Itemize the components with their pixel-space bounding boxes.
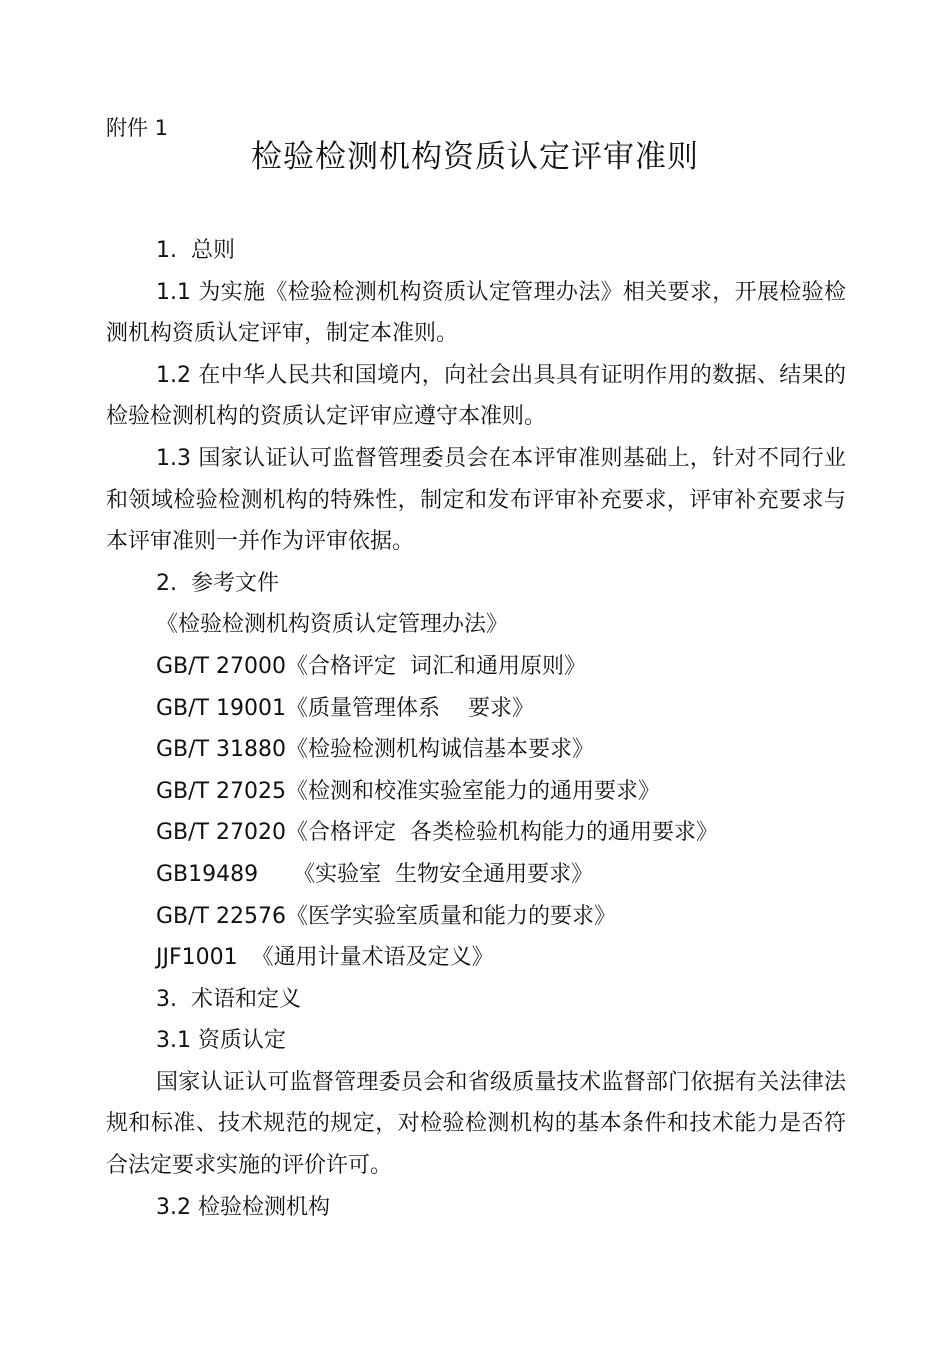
reference-item: 《检验检测机构资质认定管理办法》 bbox=[156, 612, 509, 638]
section-3-2-heading: 3.2 检验检测机构 bbox=[156, 1194, 330, 1220]
section-1-heading: 1. 总则 bbox=[156, 238, 235, 263]
document-body bbox=[106, 230, 846, 1228]
section-3-1-heading: 3.1 资质认定 bbox=[156, 1028, 286, 1054]
reference-item: JJF1001 《通用计量术语及定义》 bbox=[156, 945, 494, 971]
reference-item: GB/T 27000《合格评定 词汇和通用原则》 bbox=[156, 653, 586, 679]
attachment-label: 附件 1 bbox=[106, 116, 169, 140]
section-3-heading: 3. 术语和定义 bbox=[156, 986, 301, 1012]
paragraph-1-1: 1.1 为实施《检验检测机构资质认定管理办法》相关要求，开展检验检测机构资质认定评审，制定本准则。 bbox=[106, 279, 846, 347]
reference-item: GB/T 19001《质量管理体系 要求》 bbox=[156, 695, 534, 721]
section-2-heading: 2. 参考文件 bbox=[156, 570, 279, 596]
paragraph-1-3: 1.3 国家认证认可监督管理委员会在本评审准则基础上，针对不同行业和领域检验检测机构的特殊性，制定和发布评审补充要求，评审补充要求与本评审准则一并作为评审依据。 bbox=[106, 445, 846, 555]
reference-item: GB/T 27025《检测和校准实验室能力的通用要求》 bbox=[156, 778, 660, 804]
reference-item: GB/T 31880《检验检测机构诚信基本要求》 bbox=[156, 737, 594, 763]
document-title: 检验检测机构资质认定评审准则 bbox=[251, 139, 699, 175]
paragraph-3-1: 国家认证认可监督管理委员会和省级质量技术监督部门依据有关法律法规和标准、技术规范的规定，对检验检测机构的基本条件和技术能力是否符合法定要求实施的评价许可。 bbox=[106, 1069, 846, 1179]
reference-item: GB/T 22576《医学实验室质量和能力的要求》 bbox=[156, 903, 616, 929]
paragraph-1-2: 1.2 在中华人民共和国境内，向社会出具具有证明作用的数据、结果的检验检测机构的资质认定评审应遵守本准则。 bbox=[106, 362, 846, 430]
reference-item: GB19489 《实验室 生物安全通用要求》 bbox=[156, 861, 594, 887]
reference-item: GB/T 27020《合格评定 各类检验机构能力的通用要求》 bbox=[156, 820, 718, 846]
